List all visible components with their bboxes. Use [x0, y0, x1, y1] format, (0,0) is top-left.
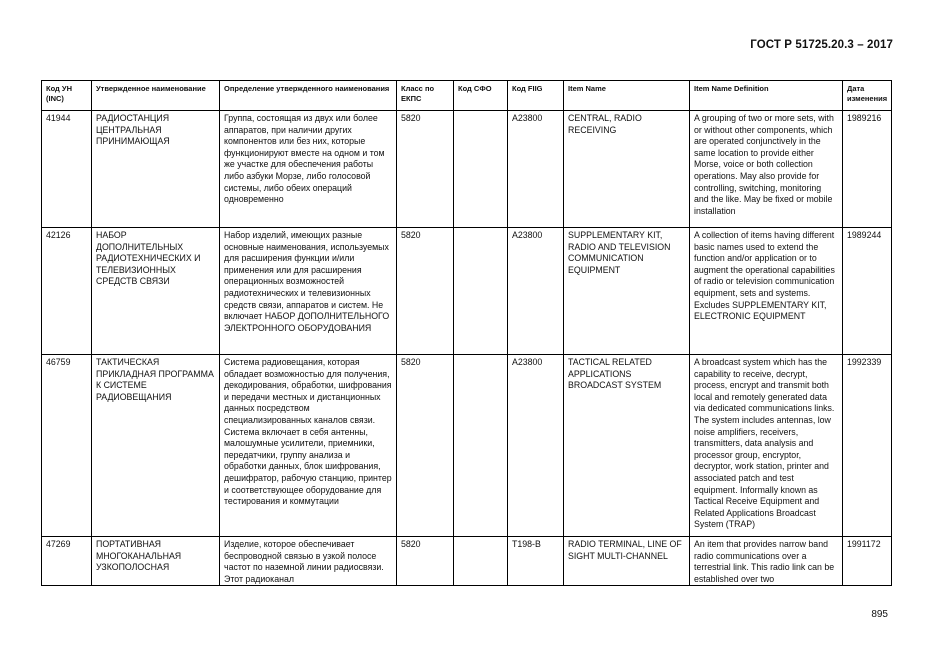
cell-sfo-code [454, 537, 508, 586]
table-row [42, 111, 892, 228]
cell-ekps-class: 5820 [397, 228, 454, 355]
table-row [42, 537, 892, 586]
cell-sfo-code [454, 111, 508, 228]
col-header-fiig-code: Код FIIG [508, 81, 564, 111]
cell-change-date: 1991172 [843, 537, 892, 586]
standard-id: ГОСТ Р 51725.20.3 – 2017 [750, 39, 893, 51]
cell-change-date: 1989244 [843, 228, 892, 355]
cell-item-definition: An item that provides narrow band radio communications over a terrestrial link. This radio link can be established over two [690, 537, 843, 586]
table-header-row [42, 81, 892, 111]
cell-definition-ru: Группа, состоящая из двух или более аппаратов, при наличии других компонентов или без них, которые функционируют вместе на одном и том же участке для обеспечения работы либо азбуки Морзе, либо голосовой системы, либо обеих операций одновременно [220, 111, 397, 228]
col-header-change-date: Дата изменения [843, 81, 892, 111]
cell-ekps-class: 5820 [397, 537, 454, 586]
cell-item-definition: A broadcast system which has the capability to receive, decrypt, process, encrypt and transmit both local and remotely generated data via dedicated communications links. The system includes antennas, low noise amplifiers, receivers, transmitters, data analysis and processor group, encryptor, decryptor, work station, printer and associated patch and test equipment. Informally known as Tactical Receive Equipment and Related Applications Broadcast System (TRAP) [690, 355, 843, 537]
catalog-table [41, 80, 892, 586]
cell-ekps-class: 5820 [397, 111, 454, 228]
cell-name-ru: НАБОР ДОПОЛНИТЕЛЬНЫХ РАДИОТЕХНИЧЕСКИХ И ТЕЛЕВИЗИОННЫХ СРЕДСТВ СВЯЗИ [92, 228, 220, 355]
col-header-definition-ru: Определение утвержденного наименования [220, 81, 397, 111]
cell-sfo-code [454, 355, 508, 537]
cell-definition-ru: Изделие, которое обеспечивает беспроводной связью в узкой полосе частот по наземной линии радиосвязи. Этот радиоканал [220, 537, 397, 586]
cell-inc: 42126 [42, 228, 92, 355]
cell-fiig-code: A23800 [508, 355, 564, 537]
col-header-ekps-class: Класс по ЕКПС [397, 81, 454, 111]
col-header-item-name: Item Name [564, 81, 690, 111]
cell-item-definition: A grouping of two or more sets, with or without other components, which are operated conjunctively in the same location to provide either Morse, voice or both collection operations. May also provide for controlling, switching, monitoring and the like. May be fixed or mobile installation [690, 111, 843, 228]
cell-sfo-code [454, 228, 508, 355]
cell-definition-ru: Система радиовещания, которая обладает возможностью для получения, декодирования, обработки, шифрования и передачи местных и дистанционных данных посредством специализированных каналов связи. Система включает в себя антенны, малошумные усилители, приемники, передатчики, группу анализа и обработки данных, блок шифрования, дешифратор, рабочую станцию, принтер и соответствующее оборудование для тестирования и коммутации [220, 355, 397, 537]
cell-item-name: RADIO TERMINAL, LINE OF SIGHT MULTI-CHANNEL [564, 537, 690, 586]
cell-name-ru: РАДИОСТАНЦИЯ ЦЕНТРАЛЬНАЯ ПРИНИМАЮЩАЯ [92, 111, 220, 228]
cell-inc: 46759 [42, 355, 92, 537]
cell-definition-ru: Набор изделий, имеющих разные основные наименования, используемых для расширения функции и/или применения или для расширения операционных возможностей радиотехнических и телевизионных средств связи, аппаратов и систем. Не включает НАБОР ДОПОЛНИТЕЛЬНОГО ЭЛЕКТРОННОГО ОБОРУДОВАНИЯ [220, 228, 397, 355]
cell-fiig-code: A23800 [508, 111, 564, 228]
page-number: 895 [871, 609, 888, 620]
cell-item-name: SUPPLEMENTARY KIT, RADIO AND TELEVISION COMMUNICATION EQUIPMENT [564, 228, 690, 355]
cell-change-date: 1989216 [843, 111, 892, 228]
cell-inc: 41944 [42, 111, 92, 228]
col-header-name-ru: Утвержденное наименование [92, 81, 220, 111]
table-row [42, 355, 892, 537]
cell-fiig-code: T198-B [508, 537, 564, 586]
cell-ekps-class: 5820 [397, 355, 454, 537]
cell-inc: 47269 [42, 537, 92, 586]
cell-item-name: CENTRAL, RADIO RECEIVING [564, 111, 690, 228]
cell-name-ru: ПОРТАТИВНАЯ МНОГОКАНАЛЬНАЯ УЗКОПОЛОСНАЯ [92, 537, 220, 586]
col-header-inc: Код УН (INC) [42, 81, 92, 111]
cell-item-definition: A collection of items having different basic names used to extend the function and/or application or to augment the operational capabilities of radio or television communication equipment, sets and systems. Excludes SUPPLEMENTARY KIT, ELECTRONIC EQUIPMENT [690, 228, 843, 355]
cell-item-name: TACTICAL RELATED APPLICATIONS BROADCAST SYSTEM [564, 355, 690, 537]
cell-name-ru: ТАКТИЧЕСКАЯ ПРИКЛАДНАЯ ПРОГРАММА К СИСТЕМЕ РАДИОВЕЩАНИЯ [92, 355, 220, 537]
col-header-item-definition: Item Name Definition [690, 81, 843, 111]
cell-fiig-code: A23800 [508, 228, 564, 355]
table-row [42, 228, 892, 355]
col-header-sfo-code: Код СФО [454, 81, 508, 111]
cell-change-date: 1992339 [843, 355, 892, 537]
